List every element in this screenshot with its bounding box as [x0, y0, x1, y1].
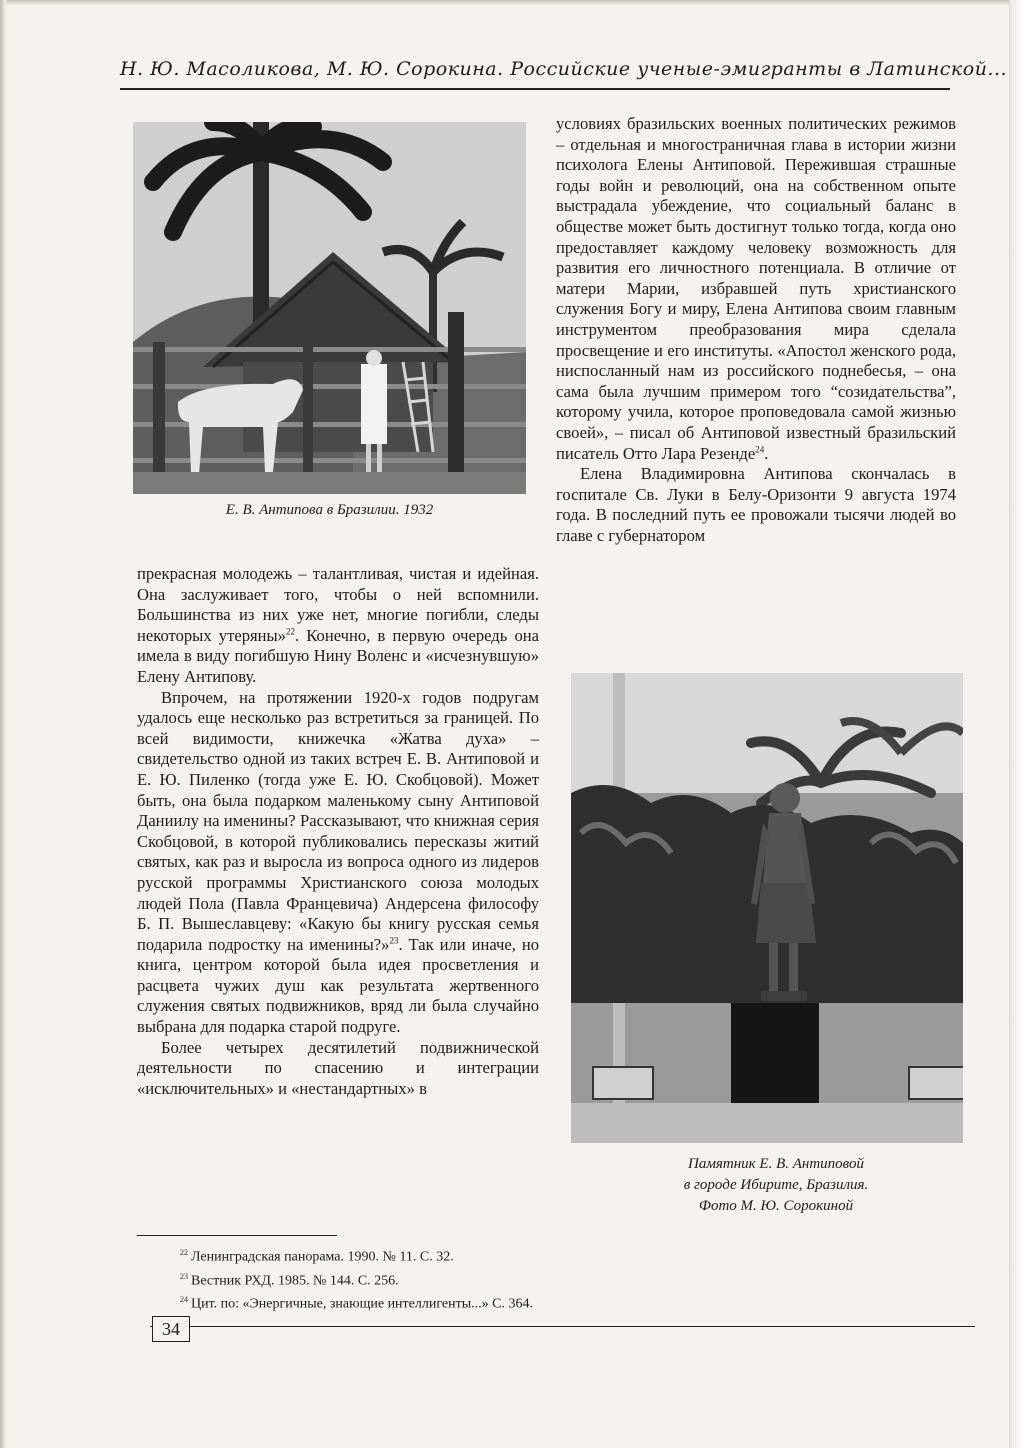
left-column-paragraph-1	[137, 564, 539, 688]
left-column-paragraph-3: Более четырех десятилетий подвижнической деятельности по спасению и интеграции «исключительных» и «нестандартных» в	[137, 1037, 539, 1098]
footnote-ref-23: 23	[389, 935, 399, 946]
scan-edge-left	[0, 0, 6, 1448]
page-number: 34	[152, 1316, 190, 1342]
footnote-text: Ленинградская панорама. 1990. № 11. С. 32.	[191, 1249, 454, 1265]
left-para-1-end: . Конечно, в первую очередь она имела в виду погибшую Нину Воленс и «исчезнувшую» Елену Антипову.	[137, 625, 539, 686]
statue-caption-line-1: Памятник Е. В. Антиповой	[688, 1156, 864, 1172]
photo-antipova-monument-image	[571, 673, 963, 1143]
right-column-text	[556, 114, 956, 546]
footnote-24	[180, 1290, 780, 1314]
footnote-number: 22	[180, 1248, 188, 1257]
left-para-1-text: прекрасная молодежь – талантливая, чистая и идейная. Она заслуживает того, чтобы о ней вспомнили. Большинства из них уже нет, многие погибли, следы некоторых утеряны»	[137, 564, 539, 645]
statue-caption-line-3: Фото М. Ю. Сорокиной	[698, 1198, 854, 1214]
right-column-paragraph-2: Елена Владимировна Антипова скончалась в госпитале Св. Луки в Белу-Оризонти 9 августа 1974 года. В последний путь ее провожали тысячи людей во главе с губернатором	[556, 464, 956, 545]
footnote-rule	[137, 1235, 337, 1236]
left-column-paragraph-2	[137, 688, 539, 1038]
statue-caption-line-2: в городе Ибирите, Бразилия.	[683, 1177, 869, 1193]
scan-edge-top	[0, 0, 1024, 6]
photo-antipova-monument	[571, 673, 963, 1143]
footer-rule	[150, 1326, 975, 1327]
right-para-1-end: .	[764, 443, 769, 463]
header-rule	[120, 88, 950, 90]
footnote-22	[180, 1243, 780, 1267]
footnote-ref-24: 24	[755, 443, 765, 454]
left-para-2-text: Впрочем, на протяжении 1920-х годов подругам удалось еще несколько раз встретиться за границей. По всей видимости, книжечка «Жатва духа» – свидетельство одной из таких встреч Е. В. Антиповой и Е. Ю. Пиленко (тогда уже Е. Ю. Скобцовой). Может быть, она была подарком маленькому сыну Антиповой Даниилу на именины? Рассказывают, что книжная серия Скобцовой, в которой публиковались пересказы житий святых, как раз и выросла из вопроса одного из лидеров русской программы Христианского союза молодых людей Пола (Павла Францевича) Андерсена философу Б. П. Вышеславцеву: «Какую бы книгу русская семья подарила подростку на именины?»	[137, 687, 539, 954]
photo-top-caption: Е. В. Антипова в Бразилии. 1932	[225, 502, 434, 518]
footnote-number: 23	[180, 1271, 188, 1281]
photo-antipova-with-horse-image	[133, 122, 526, 494]
footnote-number: 24	[180, 1295, 188, 1305]
scan-edge-right	[1009, 0, 1024, 1448]
footnote-ref-22: 22	[285, 626, 295, 637]
right-column-paragraph-1	[556, 114, 956, 464]
photo-statue-caption	[571, 1154, 981, 1217]
right-para-1-text: условиях бразильских военных политических режимов – отдельная и многостраничная глава в истории жизни психолога Елены Антиповой. Пережившая страшные годы войн и революций, она на собственном опыте выстрадала убеждение, что социальный баланс в обществе может быть достигнут только тогда, когда оно предоставляет каждому человеку возможность для развития его личностного потенциала. В отличие от матери Марии, избравшей путь христианского служения Богу и миру, Елена Антипова своим главным инструментом преобразования мира сделала просвещение и его институты. «Апостол женского рода, ниспосланный нам из российского поднебесья, – она сама была лучшим примером того “созидательства”, которому учила, которое проповедовала самой жизнью своей», – писал об Антиповой известный бразильский писатель Отто Лара Резенде	[556, 114, 956, 463]
footnote-text: Вестник РХД. 1985. № 144. С. 256.	[191, 1273, 399, 1289]
footnote-text: Цит. по: «Энергичные, знающие интеллигенты...» С. 364.	[191, 1296, 533, 1312]
running-head: Н. Ю. Масоликова, М. Ю. Сорокина. Российские ученые-эмигранты в Латинской...	[120, 58, 1008, 80]
left-para-2-end: . Так или иначе, но книга, центром которой была идея просветления и расцвета чужих душ как результата жертвенного служения святых подвижников, вряд ли была случайно выбрана для подарка старой подруге.	[137, 934, 539, 1037]
footnotes	[180, 1243, 780, 1314]
photo-antipova-with-horse	[133, 122, 526, 494]
left-column-text	[137, 564, 539, 1099]
footnote-23	[180, 1267, 780, 1291]
